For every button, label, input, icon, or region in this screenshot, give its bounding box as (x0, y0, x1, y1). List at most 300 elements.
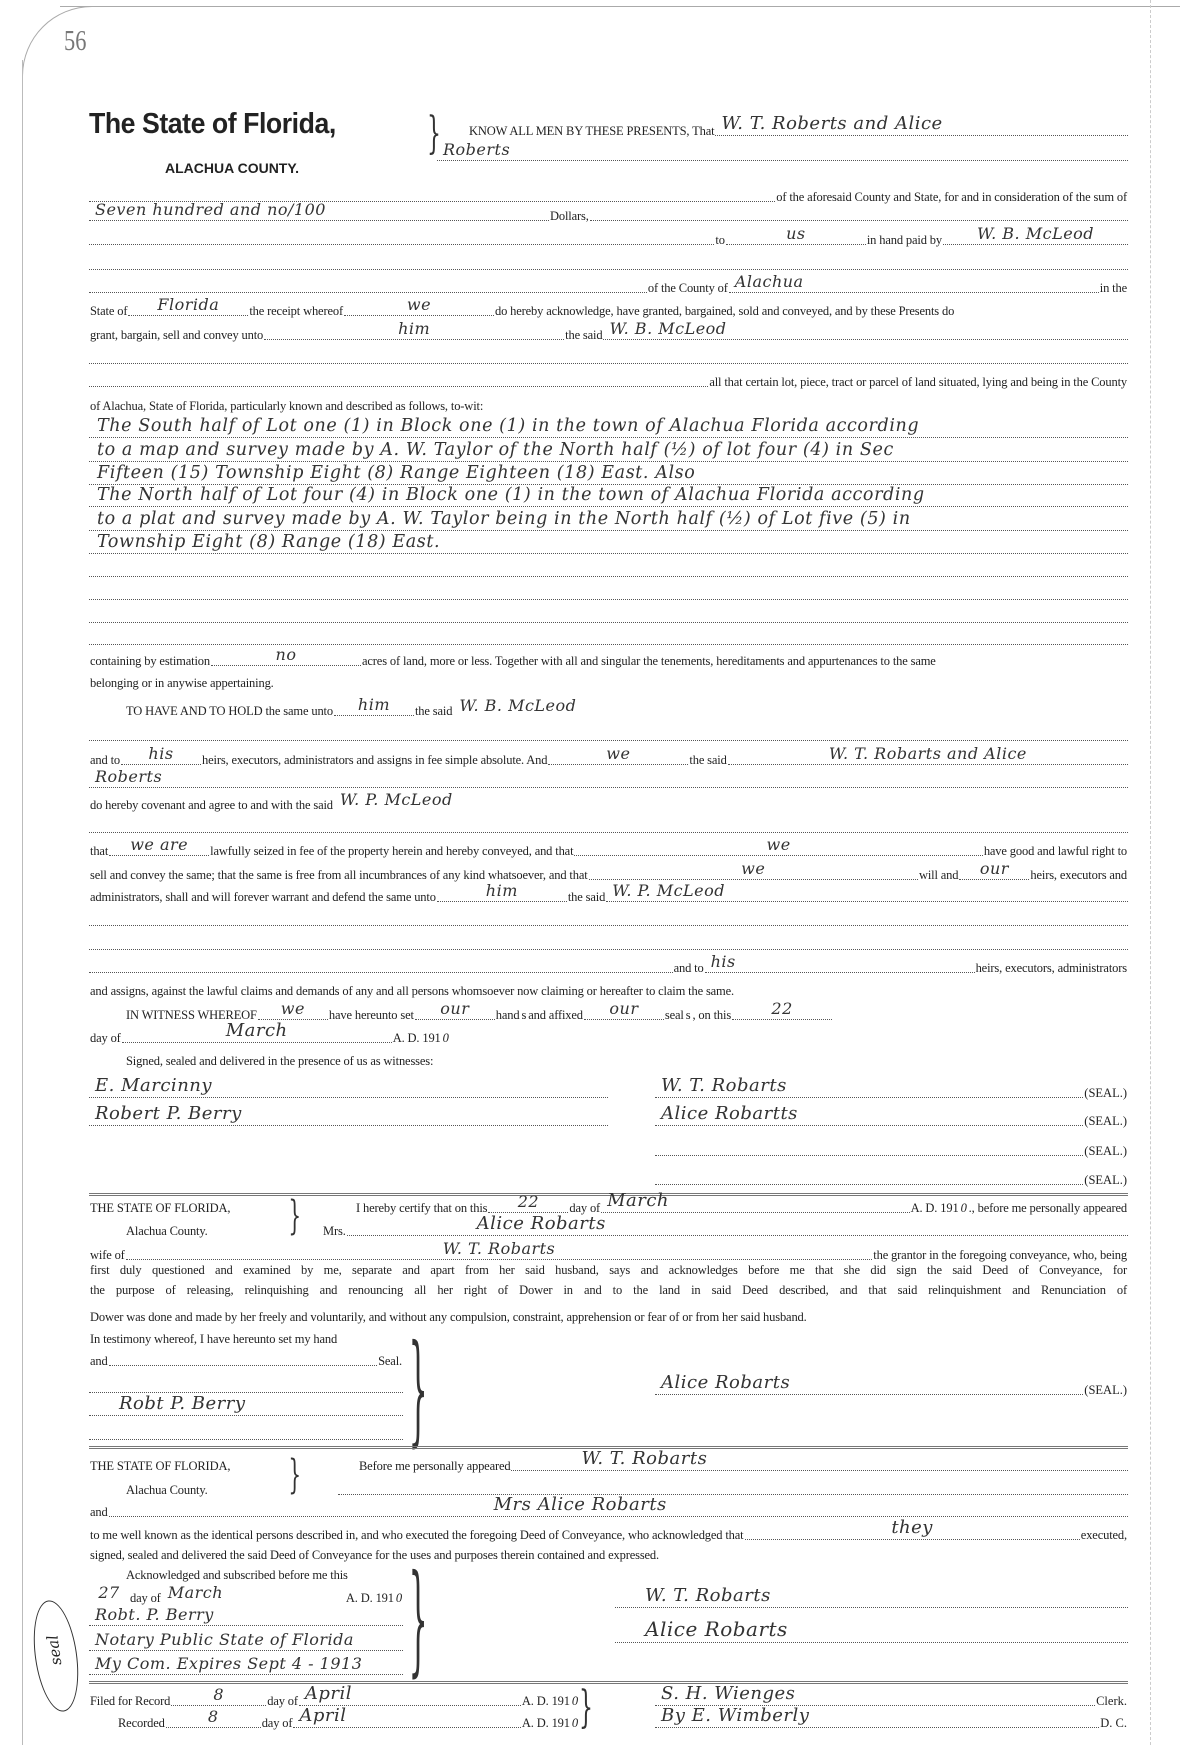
brace: } (288, 1452, 302, 1498)
grantee-3-handwritten: W. B. McLeod (459, 696, 577, 715)
row-ack-date (89, 1584, 403, 1606)
notary-seal (27, 1598, 84, 1715)
lawfully-text: lawfully seized in fee of the property herein and hereby conveyed, and that (210, 844, 574, 858)
ack-day-field (89, 1583, 129, 1603)
recorded-month-field (293, 1707, 521, 1728)
filed-day-handwritten: 8 (213, 1685, 225, 1704)
grant-pronoun-field (264, 319, 564, 340)
cert-body-text: the purpose of releasing, relinquishing and renouncing all her right of Dower in and to the land in said Deed described, and that said relinquishment and Renunciation of (90, 1283, 1127, 1297)
to-have-pronoun-field (334, 695, 414, 716)
grantors-cont-field (437, 140, 1128, 161)
person2-handwritten: Mrs Alice Robarts (493, 1494, 667, 1515)
description-handwritten: Township Eight (8) Range (18) East. (97, 532, 441, 552)
acres-text: acres of land, more or less. Together with all and singular the tenements, hereditaments and appurtenances to the same (362, 654, 936, 668)
row-administrators (89, 883, 1128, 905)
know-all-text: KNOW ALL MEN BY THESE PRESENTS, That (469, 124, 715, 138)
row-sell (89, 861, 1128, 883)
grantor-signature: W. T. Robarts (661, 1075, 787, 1096)
and-label: and (90, 1505, 108, 1519)
grantors-field (715, 115, 1128, 136)
description-handwritten: Fifteen (15) Township Eight (8) Range Eighteen (18) East. Also (97, 463, 696, 483)
blank-field (242, 1583, 345, 1603)
before-me-label: Before me personally appeared (359, 1459, 511, 1473)
description-line (89, 508, 1128, 531)
row-and-seal (89, 1347, 403, 1369)
we-handwritten: we (280, 999, 305, 1018)
witness-signature: Robert P. Berry (95, 1103, 242, 1124)
row-wife-of (89, 1241, 1128, 1263)
the-said-label: the said (567, 890, 606, 904)
day-of-label: day of (130, 1591, 161, 1605)
state-handwritten: Florida (157, 295, 220, 314)
our-handwritten: our (440, 999, 470, 1018)
description-line (89, 531, 1128, 554)
blank-field (89, 272, 647, 293)
and-to-label: and to (673, 961, 704, 975)
husband-handwritten: W. T. Robarts (442, 1239, 556, 1258)
row-day-of (89, 1020, 1128, 1046)
description-handwritten: The North half of Lot four (4) in Block one (1) in the town of Alachua Florida according (97, 485, 925, 505)
county-handwritten: Alachua (734, 272, 804, 291)
signature-line (655, 1075, 1128, 1101)
blank-field (590, 200, 1128, 221)
row-grantors-2-cont (89, 769, 1128, 791)
to-label: to (715, 233, 725, 247)
dc-line (655, 1705, 1128, 1731)
cert-body-line (89, 1283, 1128, 1305)
blank-field (89, 249, 1128, 270)
row-testimony (89, 1325, 403, 1347)
witness-field (89, 1105, 608, 1126)
aforesaid-text: of the aforesaid County and State, for and in consideration of the sum of (776, 190, 1127, 204)
blank-field (338, 1474, 1128, 1495)
notary-line (89, 1632, 403, 1654)
day-of-label: day of (569, 1201, 601, 1215)
filed-label: Filed for Record (90, 1694, 171, 1708)
seal-label: (SEAL.) (1084, 1114, 1127, 1128)
row-before-me (358, 1448, 1128, 1474)
page-edge-right (1150, 0, 1151, 1745)
state-of-label: State of (90, 304, 128, 318)
cert-body-line (89, 1303, 1128, 1325)
cert-month-field (601, 1192, 910, 1213)
day-field (732, 999, 832, 1020)
signature-field (655, 1105, 1083, 1126)
row-grant (89, 321, 1128, 343)
page-corner (22, 6, 103, 87)
ack-signature-line (615, 1585, 1128, 1611)
our-field (584, 999, 664, 1020)
grantee-5-field (606, 881, 1128, 902)
ack-signature: Alice Robarts (645, 1617, 788, 1641)
description-handwritten: to a plat and survey made by A. W. Taylor being in the North half (½) of Lot five (5) in (97, 509, 911, 529)
and-assigns-text: and assigns, against the lawful claims and demands of any and all persons whomsoever now claiming or hereafter to claim the same. (90, 984, 734, 998)
wife-name-handwritten: Alice Robarts (476, 1213, 606, 1234)
description-line-blank (89, 554, 1128, 577)
grantee-2-field (603, 319, 1128, 340)
cert-month-handwritten: March (607, 1190, 670, 1211)
of-alachua-text: of Alachua, State of Florida, particularly known and described as follows, to-wit: (90, 399, 484, 413)
row-state (89, 297, 1128, 319)
filed-month-field (299, 1685, 521, 1706)
ack-subscribed-text: Acknowledged and subscribed before me this (126, 1568, 348, 1582)
heirs-exec-admin-text: heirs, executors, administrators (975, 961, 1127, 975)
signature-field (655, 1135, 1083, 1156)
brace: } (427, 108, 441, 159)
have-good-text: have good and lawful right to (983, 844, 1127, 858)
person1-handwritten: W. T. Robarts (581, 1448, 708, 1469)
wife-signature: Alice Robarts (661, 1372, 791, 1393)
witness-line (89, 1103, 608, 1129)
row-that (89, 837, 1128, 859)
recorded-day-field (166, 1707, 261, 1728)
description-line-blank (89, 622, 1128, 645)
dc-field (655, 1707, 1099, 1728)
seal-label: (SEAL.) (1084, 1144, 1127, 1158)
notary-seal-text: seal (43, 1633, 66, 1667)
signature-field (655, 1077, 1083, 1098)
his-field (705, 952, 975, 973)
description-line-blank (89, 600, 1128, 623)
the-said-label: the said (689, 753, 727, 767)
dollars-label: Dollars, (550, 209, 589, 223)
row-blank (89, 251, 1128, 273)
clerk-field (655, 1685, 1095, 1706)
notary-field (89, 1654, 403, 1675)
row-mrs (322, 1213, 1128, 1239)
our-field (959, 859, 1029, 880)
row-signed-delivered (89, 1541, 1128, 1563)
officer-line (89, 1393, 403, 1419)
ad-label: A. D. 191 (345, 1591, 394, 1605)
dc-signature: By E. Wimberly (661, 1705, 810, 1726)
notary-field (89, 1630, 403, 1651)
we-field (589, 859, 918, 880)
they-field (745, 1519, 1080, 1540)
signature-line (655, 1166, 1128, 1188)
row-blank (89, 931, 1128, 953)
ad-label: A. D. 191 (521, 1694, 570, 1708)
testimony-text: In testimony whereof, I have hereunto set my hand (90, 1332, 338, 1346)
row-blank (89, 722, 1128, 744)
clerk-label: Clerk. (1096, 1694, 1127, 1708)
notary-handwritten: Robt. P. Berry (95, 1605, 214, 1624)
blank-field (89, 905, 1128, 926)
plural-s: s (521, 1008, 527, 1022)
and-label: and (90, 1354, 108, 1368)
ack-state (89, 1452, 309, 1474)
we-field (548, 744, 688, 765)
month-field (122, 1022, 392, 1043)
ad-label: A. D. 191 (392, 1031, 441, 1045)
clerk-signature: S. H. Wienges (661, 1683, 796, 1704)
dc-label: D. C. (1100, 1716, 1127, 1730)
day-handwritten: 22 (771, 999, 793, 1018)
well-known-text: to me well known as the identical persons described in, and who executed the foregoing Deed of Conveyance, who acknowledged that (90, 1528, 744, 1542)
state-field (128, 295, 248, 316)
his-field (121, 744, 201, 765)
cert-body-text: Dower was done and made by her freely and voluntarily, and without any compulsion, constraint, apprehension or fear of or from her said husband. (90, 1310, 807, 1324)
blank-field (89, 181, 775, 202)
row-ack-subscribed (125, 1561, 403, 1583)
in-the-label: in the (1099, 281, 1127, 295)
grantor-text: the grantor in the foregoing conveyance, who, being (873, 1248, 1127, 1262)
receipt-field (344, 295, 494, 316)
notary-handwritten: Notary Public State of Florida (95, 1630, 354, 1649)
heirs-exec-text: heirs, executors and (1030, 868, 1127, 882)
description-handwritten: to a map and survey made by A. W. Taylor of the North half (½) of lot four (4) in Sec (97, 440, 894, 460)
hand-paid-label: in hand paid by (866, 233, 942, 247)
row-recorded (117, 1705, 579, 1731)
executed-label: executed, (1080, 1528, 1127, 1542)
sum-field (89, 200, 549, 221)
county-label: Alachua County. (126, 1224, 208, 1238)
row-know-all (468, 113, 1128, 139)
ack-signature-line (615, 1617, 1128, 1646)
notary-handwritten: My Com. Expires Sept 4 - 1913 (95, 1654, 363, 1673)
day-of-label: day of (267, 1694, 298, 1708)
person2-field (109, 1496, 1128, 1517)
ack-signature-field (615, 1617, 1128, 1643)
will-and-label: will and (918, 868, 959, 882)
ack-signature: W. T. Robarts (645, 1585, 771, 1606)
signature-line (655, 1137, 1128, 1159)
they-handwritten: they (891, 1517, 933, 1538)
row-sum (89, 202, 1128, 224)
year-digit: 0 (395, 1591, 402, 1605)
grantors-handwritten: W. T. Roberts and Alice (721, 113, 943, 134)
wife-of-label: wife of (90, 1248, 125, 1262)
grantors-2-field (728, 744, 1128, 765)
row-blank (89, 907, 1128, 929)
signature-field (655, 1164, 1083, 1185)
blank-field (89, 720, 1128, 741)
row-of-alachua (89, 392, 1128, 414)
the-said-label: the said (565, 328, 603, 342)
our-field (415, 999, 495, 1020)
before-me-text: ., before me personally appeared (968, 1201, 1127, 1215)
filed-day-field (171, 1685, 266, 1706)
have-hereunto-label: have hereunto set (328, 1008, 414, 1022)
of-county-label: of the County of (647, 281, 728, 295)
to-have-pronoun-handwritten: him (357, 695, 391, 714)
to-whom-field (726, 224, 866, 245)
grantee-4-field (334, 790, 1128, 810)
blank-field (89, 929, 1128, 950)
to-have-label: TO HAVE AND TO HOLD the same unto (126, 704, 333, 718)
cert-day-field (488, 1192, 568, 1213)
row-blank (89, 814, 1128, 836)
cert-state (89, 1194, 309, 1216)
all-that-text: all that certain lot, piece, tract or parcel of land situated, lying and being in the County (709, 375, 1127, 389)
day-of-label: day of (261, 1716, 293, 1730)
row-well-known (89, 1517, 1128, 1543)
ack-day-handwritten: 27 (98, 1583, 120, 1602)
row-to-have (125, 697, 1128, 719)
description-line-blank (89, 577, 1128, 600)
page-border-left (22, 60, 23, 1745)
grantee-2-handwritten: W. B. McLeod (609, 319, 727, 338)
husband-field (126, 1239, 873, 1260)
grantee-4-handwritten: W. P. McLeod (339, 790, 453, 809)
row-all-that (89, 368, 1128, 390)
acres-field (211, 645, 361, 666)
sum-handwritten: Seven hundred and no/100 (95, 200, 326, 219)
description-handwritten: The South half of Lot one (1) in Block one (1) in the town of Alachua Florida according (97, 416, 920, 436)
page-border-top (60, 6, 1180, 7)
description-line (89, 462, 1128, 485)
row-covenant (89, 791, 1128, 813)
and-to-label: and to (90, 753, 120, 767)
acknowledge-text: do hereby acknowledge, have granted, bargained, sold and conveyed, and by these Presents do (494, 304, 955, 318)
brace: } (408, 1550, 428, 1689)
description-line (89, 439, 1128, 462)
mrs-label: Mrs. (323, 1224, 346, 1238)
wife-name-field (347, 1215, 1128, 1236)
we-handwritten: we (741, 859, 766, 878)
ad-label: A. D. 191 (521, 1716, 570, 1730)
officer-line (89, 1421, 403, 1443)
signature-line (655, 1372, 1128, 1398)
grant-unto-label: grant, bargain, sell and convey unto (90, 328, 264, 342)
ack-signature-field (615, 1587, 1128, 1608)
grantee-5-handwritten: W. P. McLeod (612, 881, 726, 900)
belonging-text: belonging or in anywise appertaining. (90, 676, 274, 690)
acres-handwritten: no (275, 645, 297, 664)
seal-label: (SEAL.) (1084, 1086, 1127, 1100)
year-digit: 0 (442, 1031, 449, 1045)
to-whom-handwritten: us (786, 224, 806, 243)
grantee-3-field (453, 696, 1128, 716)
signed-sealed-text: Signed, sealed and delivered in the presence of us as witnesses: (126, 1054, 434, 1068)
heirs-fee-text: heirs, executors, administrators and assigns in fee simple absolute. And (202, 753, 548, 767)
cert-body-line (89, 1263, 1128, 1285)
month-handwritten: March (225, 1020, 288, 1041)
description-line (89, 415, 1128, 438)
grantors-2-cont-field (89, 767, 1128, 788)
row-county (89, 274, 1128, 296)
page-number: 56 (64, 26, 87, 57)
grantee-handwritten: W. B. McLeod (976, 224, 1095, 243)
county-field (729, 272, 1099, 293)
ack-month-handwritten: March (167, 1583, 224, 1602)
containing-label: containing by estimation (90, 654, 210, 668)
we-are-field (109, 835, 209, 856)
row-blank (89, 345, 1128, 367)
seal-word-label: seal (664, 1008, 684, 1022)
our-handwritten: our (979, 859, 1009, 878)
description-line (89, 484, 1128, 507)
in-witness-label: IN WITNESS WHEREOF (126, 1008, 257, 1022)
state-heading: THE STATE OF FLORIDA, (90, 1459, 231, 1473)
administrators-text: administrators, shall and will forever warrant and defend the same unto (90, 890, 436, 904)
row-and-assigns (89, 977, 1128, 999)
signed-delivered-text: signed, sealed and delivered the said Deed of Conveyance for the uses and purposes therein contained and expressed. (90, 1548, 660, 1562)
ad-label: A. D. 191 (910, 1201, 959, 1215)
and-affixed-label: and affixed (528, 1008, 583, 1022)
row-containing (89, 647, 1128, 669)
recorded-month-handwritten: April (299, 1705, 347, 1726)
him-field (437, 881, 567, 902)
brace: } (579, 1682, 593, 1733)
recorded-day-handwritten: 8 (207, 1707, 219, 1726)
that-label: that (90, 844, 109, 858)
his-handwritten: his (710, 952, 736, 971)
county-label: Alachua County. (126, 1483, 208, 1497)
we-field (258, 999, 328, 1020)
grantor-signature: Alice Robartts (661, 1103, 798, 1124)
blank-field (89, 1372, 403, 1393)
him-handwritten: him (485, 881, 518, 900)
grantee-field (943, 224, 1128, 245)
row-and-to (89, 746, 1128, 768)
signature-field (655, 1374, 1083, 1395)
covenant-text: do hereby covenant and agree to and with the said (90, 798, 333, 812)
grantors-2-handwritten: W. T. Robarts and Alice (828, 744, 1027, 763)
we-handwritten: we (766, 835, 791, 854)
brace: } (288, 1193, 302, 1239)
blank-field (89, 224, 714, 245)
certify-text: I hereby certify that on this (356, 1201, 488, 1215)
officer-field (89, 1395, 403, 1416)
witness-signature: E. Marcinny (95, 1075, 213, 1096)
we-handwritten: we (606, 744, 631, 763)
row-signed-sealed (125, 1047, 1164, 1069)
notary-line (89, 1607, 403, 1629)
blank-field (89, 1419, 403, 1440)
person1-field (511, 1450, 1128, 1471)
row-grantors-cont (437, 142, 1128, 164)
year-digit: 0 (960, 1201, 967, 1215)
on-this-label: , on this (692, 1008, 732, 1022)
year-digit: 0 (571, 1694, 578, 1708)
blank-field (109, 1345, 377, 1366)
recorded-label: Recorded (118, 1716, 165, 1730)
row-and-to-his (89, 954, 1128, 976)
seal-label: (SEAL.) (1084, 1383, 1127, 1397)
day-of-label: day of (90, 1031, 121, 1045)
year-digit: 0 (571, 1716, 578, 1730)
we-field (574, 835, 982, 856)
grantors-cont-handwritten: Roberts (443, 140, 511, 159)
notary-line (89, 1656, 403, 1678)
cert-day-handwritten: 22 (517, 1192, 540, 1211)
county-heading: ALACHUA COUNTY. (165, 160, 300, 176)
blank-field (89, 952, 673, 973)
blank-field (89, 343, 1128, 364)
the-said-label: the said (414, 704, 453, 718)
blank-field (89, 366, 708, 387)
brace: } (408, 1320, 428, 1459)
notary-field (89, 1605, 403, 1626)
blank-field (89, 812, 1128, 833)
we-are-handwritten: we are (130, 835, 189, 854)
state-heading: THE STATE OF FLORIDA, (90, 1201, 231, 1215)
ack-month-field (162, 1583, 242, 1603)
receipt-handwritten: we (406, 295, 432, 314)
plural-s: s (685, 1008, 691, 1022)
signature-line (655, 1103, 1128, 1129)
witness-field (89, 1077, 608, 1098)
our-handwritten: our (609, 999, 639, 1018)
officer-signature: Robt P. Berry (119, 1393, 246, 1414)
receipt-label: the receipt whereof (249, 304, 343, 318)
hand-label: hand (495, 1008, 520, 1022)
seal-label: (SEAL.) (1084, 1173, 1127, 1187)
grantors-2-cont-handwritten: Roberts (95, 767, 163, 786)
his-handwritten: his (148, 744, 174, 763)
grant-pronoun-handwritten: him (398, 319, 431, 338)
